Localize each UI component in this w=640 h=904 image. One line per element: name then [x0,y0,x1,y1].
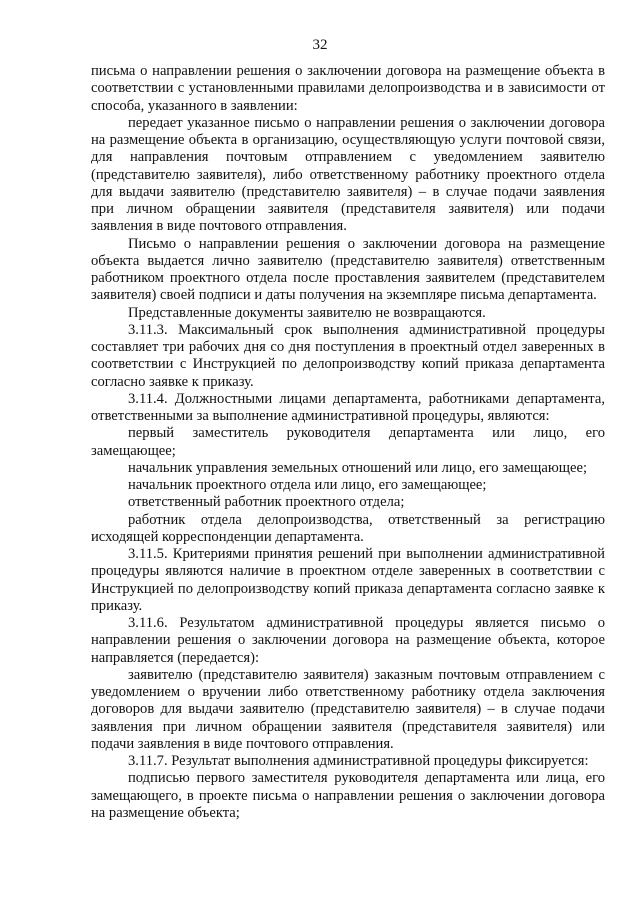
paragraph: работник отдела делопроизводства, ответственный за регистрацию исходящей корреспонденции департамента. [91,511,605,545]
paragraph: 3.11.6. Результатом административной процедуры является письмо о направлении решения о заключении договора на размещение объекта, которое направляется (передается): [91,615,605,666]
paragraph: 3.11.5. Критериями принятия решений при выполнении административной процедуры являются наличие в проектном отделе заверенных в соответствии с Инструкцией по делопроизводству копий приказа департамента согласно заявке к приказу. [91,546,605,614]
paragraph: Письмо о направлении решения о заключении договора на размещение объекта выдается лично заявителю (представителю заявителя) ответственным работником проектного отдела после проставления заявителем (представителем заявителя) своей подписи и даты получения на экземпляре письма департамента. [91,235,605,304]
paragraph: 3.11.4. Должностными лицами департамента, работниками департамента, ответственными за выполнение административной процедуры, являются: [91,390,605,424]
paragraph: начальник проектного отдела или лицо, его замещающее; [128,477,487,493]
paragraph: Представленные документы заявителю не возвращаются. [128,304,486,321]
paragraph: ответственный работник проектного отдела; [128,494,405,511]
paragraph: заявителю (представителю заявителя) заказным почтовым отправлением с уведомлением о вручении либо ответственному работнику отдела заключения договоров для выдачи заявителю (представителю заявителя) – в случае подачи заявления при личном обращении заявителя (представителя заявителя) или подачи заявления в виде почтового отправления. [91,666,605,752]
page-number: 32 [312,37,328,53]
document-body [91,63,605,822]
paragraph: передает указанное письмо о направлении решения о заключении договора на размещение объекта в организацию, осуществляющую услуги почтовой связи, для направления почтовым отправлением с уведомлением заявителю (представителю заявителя), либо ответственному работнику проектного отдела для выдачи заявителю (представителю заявителя) – в случае подачи заявления при личном обращении заявителя (представителя заявителя) или подачи заявления в виде почтового отправления. [91,114,605,235]
paragraph: подписью первого заместителя руководителя департамента или лица, его замещающего, в проекте письма о направлении решения о заключении договора на размещение объекта; [91,770,605,821]
paragraph: начальник управления земельных отношений или лицо, его замещающее; [128,459,588,476]
paragraph: 3.11.7. Результат выполнения административной процедуры фиксируется: [128,753,589,769]
paragraph: письма о направлении решения о заключении договора на размещение объекта в соответствии с установленными правилами делопроизводства и в зависимости от способа, указанного в заявлении: [91,63,605,114]
paragraph: 3.11.3. Максимальный срок выполнения административной процедуры составляет три рабочих дня со дня поступления в проектный отдел заверенных в соответствии с Инструкцией по делопроизводству копий приказа департамента согласно заявке к приказу. [91,321,605,390]
paragraph: первый заместитель руководителя департамента или лицо, его замещающее; [91,425,605,459]
